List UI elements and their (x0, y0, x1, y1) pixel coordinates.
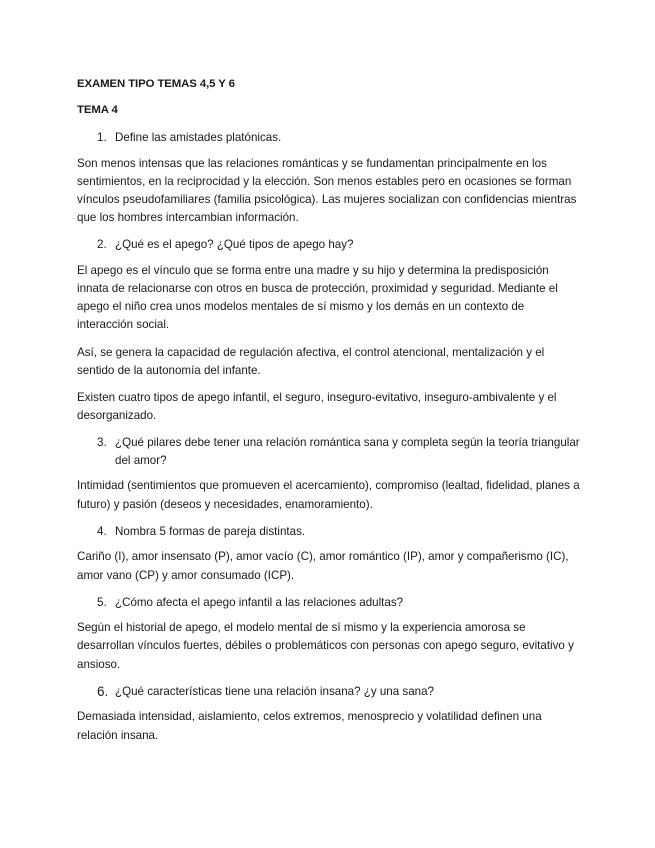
question-text: ¿Qué características tiene una relación insana? ¿y una sana? (115, 684, 435, 698)
question-text: ¿Qué es el apego? ¿Qué tipos de apego hay? (115, 238, 354, 252)
question-text: ¿Cómo afecta el apego infantil a las relaciones adultas? (115, 595, 404, 609)
question-number: 3. (97, 436, 107, 450)
question-1 (77, 129, 582, 147)
answer-5: Según el historial de apego, el modelo mental de sí mismo y la experiencia amorosa se desarrollan vínculos fuertes, débiles o problemáticos con personas con apego seguro, evitativo y ansioso. (77, 621, 574, 671)
answer-2-paragraph-2: Así, se genera la capacidad de regulación afectiva, el control atencional, mentalización y el sentido de la autonomía del infante. (77, 345, 545, 377)
document-title: EXAMEN TIPO TEMAS 4,5 Y 6 (77, 78, 235, 90)
question-number: 2. (97, 238, 107, 252)
answer-2-paragraph-3: Existen cuatro tipos de apego infantil, el seguro, inseguro-evitativo, inseguro-ambivalente y el desorganizado. (77, 391, 557, 423)
document-page (77, 77, 582, 754)
answer-4: Cariño (I), amor insensato (P), amor vacío (C), amor romántico (IP), amor y compañerismo (IC), amor vano (CP) y amor consumado (ICP). (77, 550, 569, 582)
answer-6: Demasiada intensidad, aislamiento, celos extremos, menosprecio y volatilidad definen una relación insana. (77, 710, 542, 742)
question-6 (77, 683, 582, 701)
section-heading: TEMA 4 (77, 104, 118, 116)
question-3 (77, 434, 582, 469)
question-number: 5. (97, 595, 107, 609)
answer-1: Son menos intensas que las relaciones románticas y se fundamentan principalmente en los sentimientos, en la reciprocidad y la elección. Son menos estables pero en ocasiones se forman vínculos pseudofamiliares (familia psicológica). Las mujeres socializan con confidencias mientras que los hombres intercambian información. (77, 156, 577, 225)
question-number: 6. (97, 683, 109, 699)
answer-3: Intimidad (sentimientos que promueven el acercamiento), compromiso (lealtad, fidelidad, planes a futuro) y pasión (deseos y necesidades, enamoramiento). (77, 479, 580, 511)
question-text: Define las amistades platónicas. (115, 131, 282, 144)
question-number: 4. (97, 524, 107, 538)
question-text: ¿Qué pilares debe tener una relación romántica sana y completa según la teoría triangular del amor? (115, 436, 580, 467)
question-5 (77, 594, 582, 612)
answer-2-paragraph-1: El apego es el vínculo que se forma entre una madre y su hijo y determina la predisposición innata de relacionarse con otros en busca de protección, proximidad y seguridad. Mediante el apego el niño crea unos modelos mentales de sí mismo y los demás en un contexto de interacción social. (77, 263, 558, 332)
question-text: Nombra 5 formas de pareja distintas. (115, 524, 306, 538)
question-number: 1. (97, 131, 107, 144)
question-4 (77, 523, 582, 541)
question-2 (77, 236, 582, 254)
